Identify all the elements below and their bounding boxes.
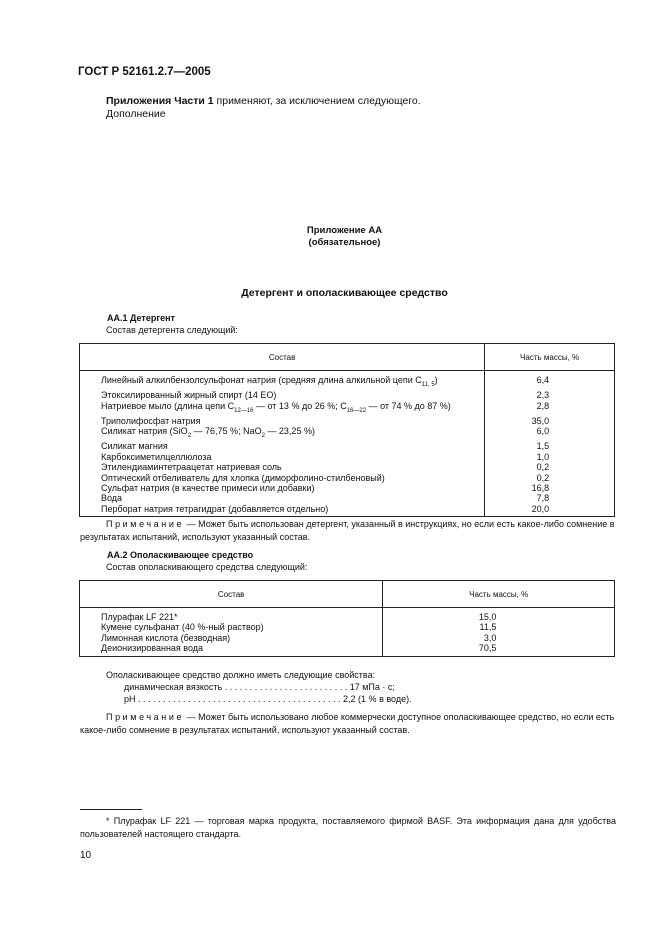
table-header-row <box>80 344 615 371</box>
composition-cell: Линейный алкилбензолсульфонат натрия (средняя длина алкильной цепи $С_{11, 5}$) <box>80 371 485 391</box>
intro-bold: Приложения Части 1 <box>106 95 214 107</box>
table-row <box>80 371 615 391</box>
value-cell: 16,8 <box>485 483 615 493</box>
intro-rest: применяют, за исключением следующего. <box>213 95 421 107</box>
note-label: Примечание <box>106 712 185 722</box>
composition-cell: Натриевое мыло (длина цепи $С_{12—16}$ — от 13 % до 26 %; $С_{16—22}$ — от 74 % до 87 %) <box>80 401 485 416</box>
aa2-note <box>80 711 616 737</box>
composition-cell: Силикат натрия (SiO$_2$ — 76,75 %; NaO$_2$ — 23,25 %) <box>80 426 485 441</box>
composition-cell: Триполифосфат натрия <box>80 416 485 426</box>
table-row <box>80 441 615 451</box>
composition-cell: Оптический отбеливатель для хлопка (диморфолино-стилбеновый) <box>80 473 485 483</box>
rinse-table <box>79 580 615 657</box>
aa1-note <box>80 518 616 544</box>
aa2-intro: Состав ополаскивающего средства следующий: <box>106 562 308 572</box>
detergent-table <box>79 343 615 517</box>
composition-cell: Вода <box>80 493 485 503</box>
section-title: Детергент и ополаскивающее средство <box>241 287 448 299</box>
value-cell: 0,2 <box>485 462 615 472</box>
note-text: — Может быть использован детергент, указанный в инструкциях, но если есть какое-либо сомнение в результатах испытаний, используют указанный состав. <box>80 519 615 542</box>
table-row <box>80 473 615 483</box>
value-cell: 70,5 <box>383 643 615 656</box>
table-row <box>80 643 615 656</box>
composition-cell: Деионизированная вода <box>80 643 383 656</box>
intro-line <box>106 95 421 107</box>
aa1-heading: АА.1 Детергент <box>107 313 175 323</box>
table-row <box>80 426 615 441</box>
table-row <box>80 401 615 416</box>
note-text: — Может быть использовано любое коммерчески доступное ополаскивающее средство, но если есть какое-либо сомнение в результатах испытаний, используют указанный состав. <box>80 712 615 735</box>
column-header-composition: Состав <box>80 344 485 371</box>
value-cell: 1,0 <box>485 452 615 462</box>
value-cell: 35,0 <box>485 416 615 426</box>
document-code: ГОСТ Р 52161.2.7—2005 <box>78 66 211 78</box>
aa1-intro: Состав детергента следующий: <box>106 325 238 335</box>
table-row <box>80 504 615 517</box>
properties-intro: Ополаскивающее средство должно иметь следующие свойства: <box>106 670 376 680</box>
value-cell: 3,0 <box>383 633 615 643</box>
addition-label: Дополнение <box>106 108 166 120</box>
footnote: * Плурафак LF 221 — торговая марка продукта, поставляемого фирмой BASF. Эта информация дана для удобства пользователей настоящего стандарта. <box>80 816 616 839</box>
table-row <box>80 633 615 643</box>
table-row <box>80 452 615 462</box>
table-header-row <box>80 581 615 608</box>
composition-cell: Лимонная кислота (безводная) <box>80 633 383 643</box>
table-row <box>80 390 615 400</box>
table-row <box>80 493 615 503</box>
composition-cell: Сульфат натрия (в качестве примеси или добавки) <box>80 483 485 493</box>
appendix-title: Приложение АА <box>306 225 383 236</box>
value-cell: 11,5 <box>383 622 615 632</box>
table-row <box>80 608 615 623</box>
table-row <box>80 622 615 632</box>
property-viscosity: динамическая вязкость . . . . . . . . . . . . . . . . . . . . . . . . . 17 мПа · с; <box>124 682 395 692</box>
composition-cell: Карбоксиметилцеллюлоза <box>80 452 485 462</box>
value-cell: 1,5 <box>485 441 615 451</box>
composition-cell: Кумене сульфанат (40 %-ный раствор) <box>80 622 383 632</box>
page-number: 10 <box>80 850 92 861</box>
composition-cell: Этоксилированный жирный спирт (14 ЕО) <box>80 390 485 400</box>
property-ph: pH . . . . . . . . . . . . . . . . . . . . . . . . . . . . . . . . . . . . . . . . . 2,2 (1 % в воде). <box>124 694 412 704</box>
table-row <box>80 462 615 472</box>
value-cell: 20,0 <box>485 504 615 517</box>
value-cell: 6,0 <box>485 426 615 441</box>
table-row <box>80 483 615 493</box>
value-cell: 2,8 <box>485 401 615 416</box>
footnote-divider <box>80 809 142 810</box>
value-cell: 2,3 <box>485 390 615 400</box>
appendix-subtitle: (обязательное) <box>308 237 381 248</box>
value-cell: 0,2 <box>485 473 615 483</box>
table-row <box>80 416 615 426</box>
note-label: Примечание <box>106 519 185 529</box>
composition-cell: Перборат натрия тетрагидрат (добавляется отдельно) <box>80 504 485 517</box>
value-cell: 15,0 <box>383 608 615 623</box>
column-header-mass-part: Часть массы, % <box>383 581 615 608</box>
value-cell: 7,8 <box>485 493 615 503</box>
composition-cell: Этилендиаминтетраацетат натриевая соль <box>80 462 485 472</box>
column-header-mass-part: Часть массы, % <box>485 344 615 371</box>
aa2-heading: АА.2 Ополаскивающее средство <box>107 550 254 560</box>
value-cell: 6,4 <box>485 371 615 391</box>
column-header-composition: Состав <box>80 581 383 608</box>
composition-cell: Силикат магния <box>80 441 485 451</box>
composition-cell: Плурафак LF 221* <box>80 608 383 623</box>
